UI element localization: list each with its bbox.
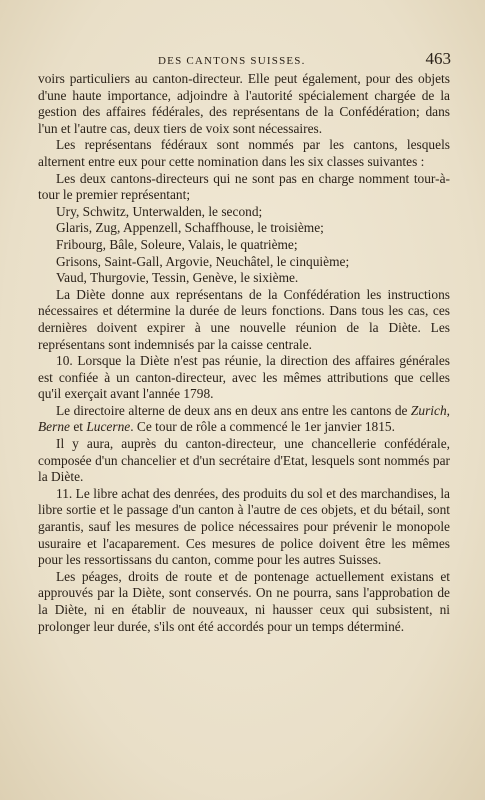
canton-name: Lucerne (86, 419, 131, 435)
list-item: Ury, Schwitz, Unterwalden, le second; (56, 203, 263, 219)
article-11: 11. Le libre achat des denrées, des produits du sol et des marchandises, la libre sortie et le passage d'un canton à l'autre de ces objets, et du bétail, sont garantis, sauf les mesures de police nécessaires pour prévenir le monopole usuraire et l'acaparement. Ces mesures de police doivent être les mêmes pour les ressortissans du canton, comme pour les autres Suisses. (38, 485, 450, 568)
paragraph: Il y aura, auprès du canton-directeur, une chancellerie confédérale, composée d'un chancelier et d'un secrétaire d'Etat, lesquels sont nommés par la Diète. (38, 436, 450, 485)
list-item: Glaris, Zug, Appenzell, Schaffhouse, le troisième; (56, 220, 324, 236)
page-number: 463 (425, 49, 451, 68)
paragraph: Les deux cantons-directeurs qui ne sont pas en charge nomment tour-à-tour le premier représentant; (38, 170, 450, 203)
separator: , (446, 402, 450, 418)
running-head: DES CANTONS SUISSES. (158, 55, 306, 67)
page-header (38, 49, 451, 71)
body-text (38, 71, 450, 635)
paragraph: Les péages, droits de route et de pontenage actuellement existans et approuvés par la Diète, sont conservés. On ne pourra, sans l'approbation de la Diète, ni en établir de nouveaux, ni hausser ceux qui subsistent, ni prolonger leur durée, s'ils ont été accordés pour un temps déterminé. (38, 568, 450, 634)
paragraph: La Diète donne aux représentans de la Confédération les instructions nécessaires et détermine la durée de leurs fonctions. Dans tous les cas, ces dernières doivent expirer à une nouvelle réunion de la Diète. Les représentans sont indemnisés par la caisse centrale. (38, 286, 450, 352)
paragraph: Les représentans fédéraux sont nommés par les cantons, lesquels alternent entre eux pour cette nomination dans les six classes suivantes : (38, 137, 450, 169)
paragraph-text: Le directoire alterne de deux ans en deux ans entre les cantons de (56, 402, 411, 418)
canton-name: Zurich (410, 402, 447, 418)
paragraph (38, 403, 450, 436)
list-item: Grisons, Saint-Gall, Argovie, Neuchâtel, le cinquième; (56, 253, 350, 269)
canton-name: Berne (38, 419, 70, 435)
paragraph-text: . Ce tour de rôle a commencé le 1er janvier 1815. (130, 419, 395, 435)
paragraph: voirs particuliers au canton-directeur. Elle peut également, pour des objets d'une haute importance, adjoindre à l'autorité spécialement chargée de la gestion des affaires fédérales, des représentans de la Confédération; dans l'un et l'autre cas, deux tiers de voix sont nécessaires. (38, 71, 450, 136)
separator: et (69, 419, 87, 435)
list-item: Vaud, Thurgovie, Tessin, Genève, le sixième. (56, 270, 299, 286)
article-10: 10. Lorsque la Diète n'est pas réunie, la direction des affaires générales est confiée à un canton-directeur, avec les mêmes attributions que celles qu'il exerçait avant l'année 1798. (38, 353, 450, 402)
list-item: Fribourg, Bâle, Soleure, Valais, le quatrième; (56, 236, 298, 252)
